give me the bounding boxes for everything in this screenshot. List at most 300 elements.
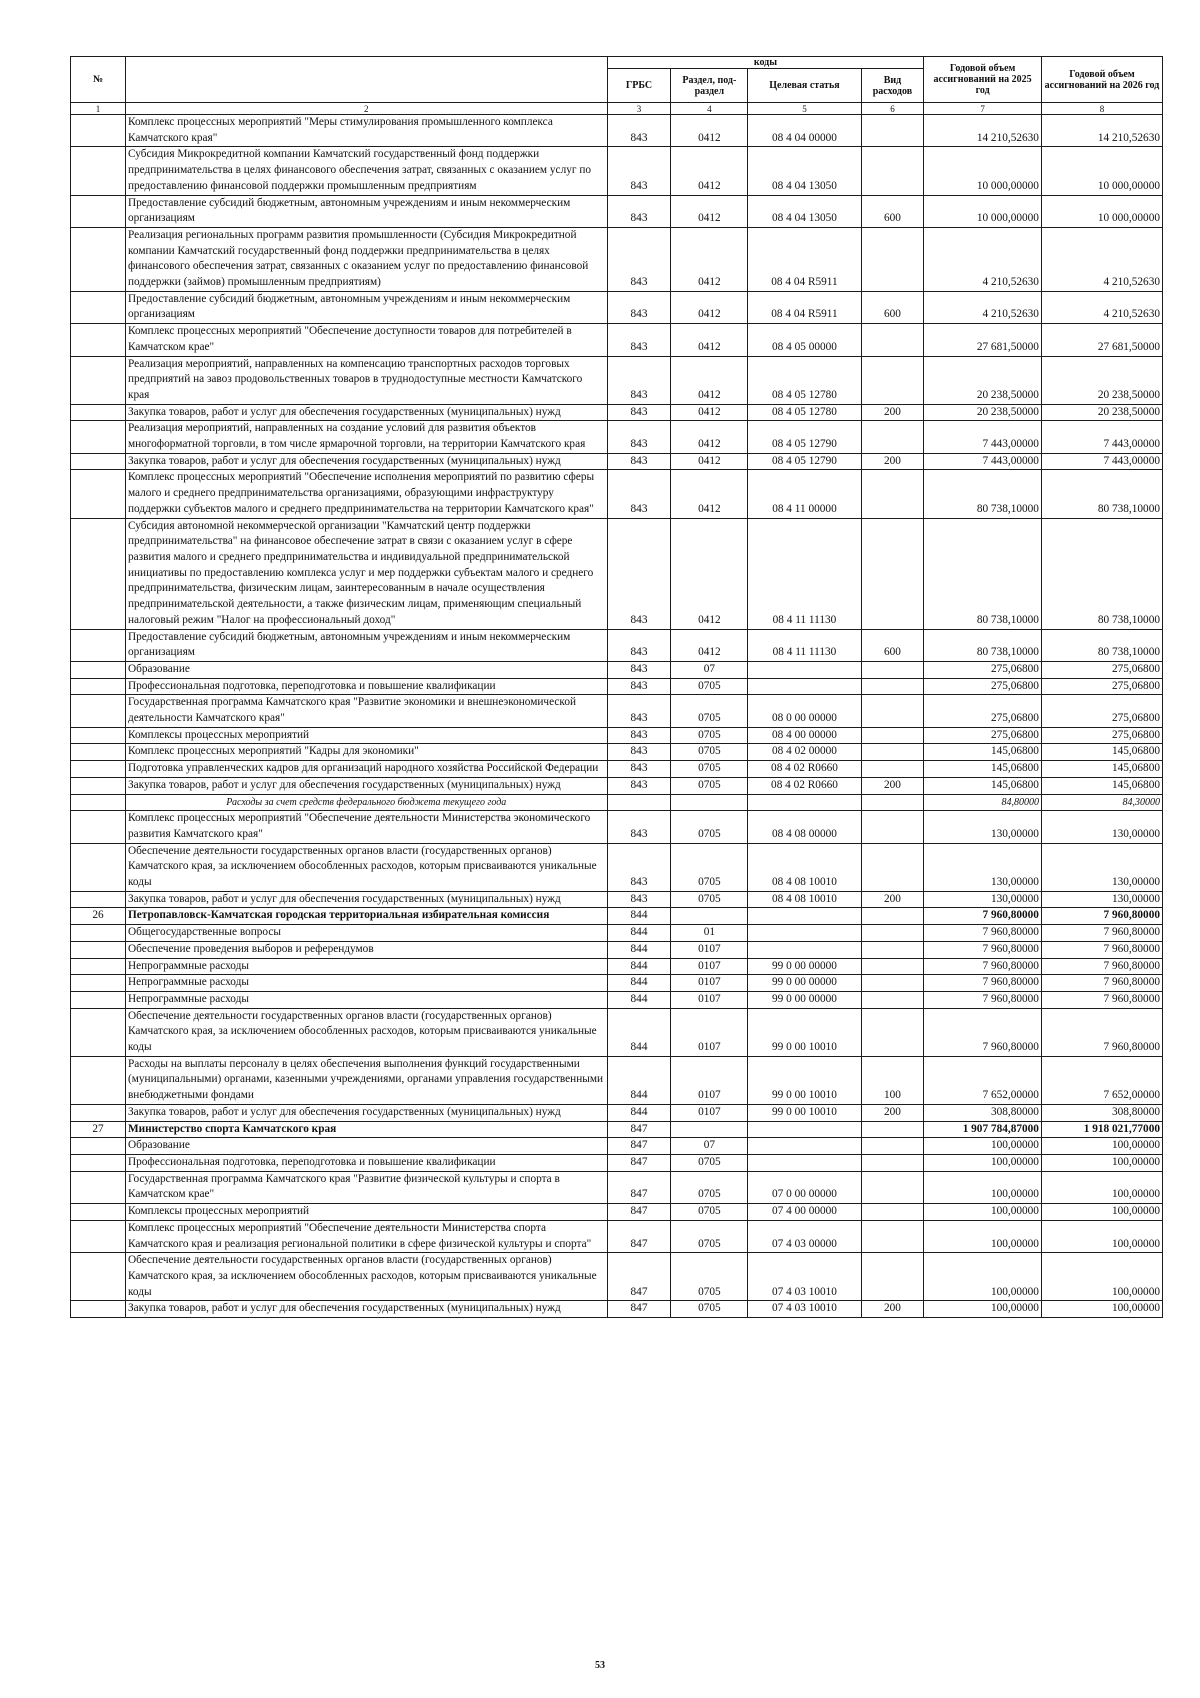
header-grbs: ГРБС [607,69,671,103]
row-section: 01 [671,925,748,942]
row-expense-type [861,421,924,453]
row-target [748,908,861,925]
row-number [71,794,126,811]
row-number [71,115,126,147]
row-amount-2025: 100,00000 [924,1301,1042,1318]
row-name: Расходы за счет средств федерального бюджета текущего года [125,794,607,811]
row-target [748,1155,861,1172]
row-amount-2026: 14 210,52630 [1041,115,1162,147]
row-name: Закупка товаров, работ и услуг для обеспечения государственных (муниципальных) нужд [125,453,607,470]
row-name: Обеспечение деятельности государственных органов власти (государственных органов) Камчатского края, за исключением обособленных расходов, которым присваиваются уникальные коды [125,1008,607,1056]
row-number [71,1220,126,1252]
row-section: 0107 [671,1008,748,1056]
table-row [71,1155,1163,1172]
row-name: Общегосударственные вопросы [125,925,607,942]
row-name: Субсидия Микрокредитной компании Камчатский государственный фонд поддержки предпринимательства в целях финансового обеспечения затрат, связанных с оказанием услуг по предоставлению финансовой поддержки промышленным предприятиям [125,147,607,195]
row-expense-type: 200 [861,1301,924,1318]
row-target: 08 4 05 12780 [748,404,861,421]
row-section: 0705 [671,843,748,891]
table-row [71,1138,1163,1155]
table-row [71,1204,1163,1221]
row-section: 0412 [671,291,748,323]
row-section: 0705 [671,1220,748,1252]
table-row [71,843,1163,891]
header-codes: коды [607,57,924,69]
row-grbs: 843 [607,661,671,678]
row-number [71,925,126,942]
row-amount-2026: 100,00000 [1041,1301,1162,1318]
row-section: 0705 [671,1253,748,1301]
row-number [71,1138,126,1155]
row-amount-2025: 100,00000 [924,1155,1042,1172]
row-section: 0705 [671,891,748,908]
table-row [71,1104,1163,1121]
column-number: 4 [671,103,748,115]
row-name: Комплекс процессных мероприятий "Обеспечение исполнения мероприятий по развитию сферы малого и среднего предпринимательства организациями, образующими инфраструктуру поддержки субъектов малого и среднего предпринимательства на территории Камчатского края" [125,470,607,518]
row-amount-2026: 145,06800 [1041,777,1162,794]
row-amount-2025: 145,06800 [924,761,1042,778]
row-amount-2026: 7 443,00000 [1041,453,1162,470]
row-grbs: 843 [607,291,671,323]
row-section: 0107 [671,975,748,992]
table-row [71,453,1163,470]
row-grbs: 844 [607,975,671,992]
row-grbs: 847 [607,1121,671,1138]
row-target: 08 4 04 00000 [748,115,861,147]
row-number [71,356,126,404]
row-target [748,678,861,695]
row-section: 0412 [671,356,748,404]
row-section: 0412 [671,518,748,629]
row-number [71,695,126,727]
row-target: 99 0 00 00000 [748,958,861,975]
row-target: 07 0 00 00000 [748,1171,861,1203]
row-amount-2026: 10 000,00000 [1041,147,1162,195]
row-number [71,661,126,678]
table-row [71,195,1163,227]
row-amount-2026: 100,00000 [1041,1171,1162,1203]
row-target: 08 4 04 R5911 [748,291,861,323]
budget-table [70,56,1163,1318]
row-number [71,324,126,356]
row-target: 08 4 02 00000 [748,744,861,761]
row-amount-2025: 100,00000 [924,1204,1042,1221]
row-grbs: 844 [607,958,671,975]
row-target: 08 4 11 11130 [748,629,861,661]
row-amount-2025: 1 907 784,87000 [924,1121,1042,1138]
row-number [71,421,126,453]
row-name: Комплекс процессных мероприятий "Меры стимулирования промышленного комплекса Камчатского края" [125,115,607,147]
row-target: 08 4 11 11130 [748,518,861,629]
table-row [71,1008,1163,1056]
row-section: 07 [671,1138,748,1155]
row-amount-2025: 7 960,80000 [924,975,1042,992]
table-row [71,1056,1163,1104]
row-name: Обеспечение деятельности государственных органов власти (государственных органов) Камчатского края, за исключением обособленных расходов, которым присваиваются уникальные коды [125,843,607,891]
row-amount-2025: 10 000,00000 [924,195,1042,227]
header-year-2025: Годовой объем ассигнований на 2025 год [924,57,1042,103]
row-grbs: 843 [607,470,671,518]
table-row [71,695,1163,727]
row-grbs: 843 [607,811,671,843]
row-amount-2026: 4 210,52630 [1041,227,1162,291]
row-amount-2026: 7 652,00000 [1041,1056,1162,1104]
column-number: 1 [71,103,126,115]
row-amount-2025: 80 738,10000 [924,518,1042,629]
column-number: 7 [924,103,1042,115]
row-name: Закупка товаров, работ и услуг для обеспечения государственных (муниципальных) нужд [125,777,607,794]
row-number [71,518,126,629]
row-expense-type [861,975,924,992]
table-row [71,470,1163,518]
column-number: 8 [1041,103,1162,115]
row-target [748,1121,861,1138]
row-number [71,453,126,470]
row-expense-type [861,925,924,942]
row-amount-2025: 4 210,52630 [924,227,1042,291]
row-amount-2026: 1 918 021,77000 [1041,1121,1162,1138]
row-number [71,227,126,291]
row-amount-2026: 130,00000 [1041,891,1162,908]
row-amount-2025: 20 238,50000 [924,356,1042,404]
row-section: 0107 [671,991,748,1008]
row-grbs: 843 [607,227,671,291]
row-number [71,975,126,992]
table-row [71,421,1163,453]
column-number: 6 [861,103,924,115]
row-grbs: 843 [607,147,671,195]
row-amount-2026: 27 681,50000 [1041,324,1162,356]
row-grbs: 847 [607,1171,671,1203]
row-amount-2025: 7 960,80000 [924,991,1042,1008]
row-name: Предоставление субсидий бюджетным, автономным учреждениям и иным некоммерческим организациям [125,195,607,227]
row-amount-2026: 20 238,50000 [1041,356,1162,404]
row-name: Комплекс процессных мероприятий "Обеспечение деятельности Министерства спорта Камчатского края и реализация региональной политики в сфере физической культуры и спорта" [125,1220,607,1252]
row-number [71,777,126,794]
row-section: 0705 [671,1204,748,1221]
row-number [71,404,126,421]
row-section: 0412 [671,453,748,470]
row-section: 0705 [671,744,748,761]
row-grbs: 847 [607,1220,671,1252]
row-amount-2025: 20 238,50000 [924,404,1042,421]
row-section [671,794,748,811]
row-expense-type: 100 [861,1056,924,1104]
row-amount-2025: 7 960,80000 [924,925,1042,942]
row-target: 08 4 02 R0660 [748,777,861,794]
row-section: 0705 [671,695,748,727]
row-amount-2026: 145,06800 [1041,744,1162,761]
row-target: 08 4 05 00000 [748,324,861,356]
row-amount-2025: 7 652,00000 [924,1056,1042,1104]
row-target: 08 4 08 10010 [748,843,861,891]
row-amount-2025: 130,00000 [924,811,1042,843]
row-expense-type: 200 [861,453,924,470]
row-expense-type [861,470,924,518]
table-row [71,991,1163,1008]
row-amount-2025: 14 210,52630 [924,115,1042,147]
row-amount-2026: 7 960,80000 [1041,1008,1162,1056]
row-grbs: 843 [607,404,671,421]
table-row [71,908,1163,925]
row-target: 08 4 05 12780 [748,356,861,404]
row-expense-type: 600 [861,195,924,227]
table-row [71,811,1163,843]
row-expense-type [861,1204,924,1221]
row-number [71,1104,126,1121]
row-expense-type: 200 [861,1104,924,1121]
row-grbs: 844 [607,1008,671,1056]
table-row [71,727,1163,744]
row-section: 0107 [671,941,748,958]
row-name: Комплексы процессных мероприятий [125,727,607,744]
row-number: 26 [71,908,126,925]
table-row [71,227,1163,291]
row-grbs: 844 [607,925,671,942]
table-row [71,761,1163,778]
row-amount-2026: 308,80000 [1041,1104,1162,1121]
row-section: 0412 [671,115,748,147]
row-grbs: 843 [607,727,671,744]
row-expense-type [861,761,924,778]
row-expense-type [861,661,924,678]
row-amount-2026: 80 738,10000 [1041,629,1162,661]
row-amount-2026: 275,06800 [1041,661,1162,678]
row-target: 08 4 04 R5911 [748,227,861,291]
row-amount-2026: 7 960,80000 [1041,958,1162,975]
row-section: 0107 [671,1056,748,1104]
table-row [71,891,1163,908]
row-amount-2026: 275,06800 [1041,678,1162,695]
row-grbs: 844 [607,991,671,1008]
row-target: 07 4 03 00000 [748,1220,861,1252]
row-amount-2025: 80 738,10000 [924,629,1042,661]
row-amount-2026: 275,06800 [1041,727,1162,744]
row-number [71,761,126,778]
row-amount-2025: 100,00000 [924,1220,1042,1252]
row-expense-type: 200 [861,891,924,908]
row-expense-type [861,147,924,195]
row-section: 0412 [671,324,748,356]
row-grbs: 844 [607,1104,671,1121]
row-expense-type [861,1138,924,1155]
row-target: 08 4 00 00000 [748,727,861,744]
row-grbs: 843 [607,891,671,908]
row-amount-2025: 7 960,80000 [924,958,1042,975]
table-row [71,1301,1163,1318]
column-number: 2 [125,103,607,115]
row-name: Субсидия автономной некоммерческой организации "Камчатский центр поддержки предпринимательства" на финансовое обеспечение затрат в связи с оказанием услуг в сфере развития малого и среднего предпринимательства и индивидуальной предпринимательской инициативы по предоставлению комплекса услуг и мер поддержки субъектам малого и среднего предпринимательства, физическим лицам, заинтересованным в начале осуществления предпринимательской деятельности, а также физическим лицам, применяющим специальный налоговый режим "Налог на профессиональный доход" [125,518,607,629]
table-row [71,1171,1163,1203]
row-amount-2025: 7 443,00000 [924,453,1042,470]
row-section: 0705 [671,777,748,794]
row-section: 0107 [671,958,748,975]
row-amount-2025: 84,80000 [924,794,1042,811]
header-year-2026: Годовой объем ассигнований на 2026 год [1041,57,1162,103]
table-row [71,404,1163,421]
row-expense-type [861,356,924,404]
row-amount-2026: 4 210,52630 [1041,291,1162,323]
row-target [748,661,861,678]
row-section: 0705 [671,727,748,744]
row-amount-2026: 7 960,80000 [1041,941,1162,958]
row-expense-type: 200 [861,404,924,421]
row-number: 27 [71,1121,126,1138]
table-row [71,1121,1163,1138]
row-target: 08 4 05 12790 [748,421,861,453]
table-row [71,925,1163,942]
row-amount-2025: 10 000,00000 [924,147,1042,195]
row-grbs: 847 [607,1155,671,1172]
row-section: 0705 [671,1171,748,1203]
row-grbs: 843 [607,777,671,794]
row-name: Предоставление субсидий бюджетным, автономным учреждениям и иным некоммерческим организациям [125,629,607,661]
row-expense-type [861,727,924,744]
row-name: Предоставление субсидий бюджетным, автономным учреждениям и иным некоммерческим организациям [125,291,607,323]
row-number [71,843,126,891]
row-amount-2025: 308,80000 [924,1104,1042,1121]
row-target: 99 0 00 10010 [748,1056,861,1104]
row-amount-2025: 275,06800 [924,661,1042,678]
row-amount-2025: 7 960,80000 [924,941,1042,958]
row-expense-type: 600 [861,291,924,323]
row-amount-2025: 4 210,52630 [924,291,1042,323]
row-name: Расходы на выплаты персоналу в целях обеспечения выполнения функций государственными (муниципальными) органами, казенными учреждениями, органами управления государственными внебюджетными фондами [125,1056,607,1104]
row-number [71,727,126,744]
row-number [71,291,126,323]
row-amount-2026: 7 443,00000 [1041,421,1162,453]
row-expense-type [861,115,924,147]
header-target: Целевая статья [748,69,861,103]
row-name: Закупка товаров, работ и услуг для обеспечения государственных (муниципальных) нужд [125,1104,607,1121]
row-expense-type [861,991,924,1008]
table-row [71,661,1163,678]
table-row [71,958,1163,975]
row-grbs: 843 [607,678,671,695]
row-number [71,1155,126,1172]
row-amount-2026: 100,00000 [1041,1204,1162,1221]
row-number [71,991,126,1008]
table-row [71,975,1163,992]
table-row [71,777,1163,794]
row-amount-2026: 100,00000 [1041,1253,1162,1301]
row-name: Непрограммные расходы [125,991,607,1008]
column-number: 5 [748,103,861,115]
row-grbs: 847 [607,1204,671,1221]
row-amount-2025: 130,00000 [924,843,1042,891]
row-section: 0705 [671,761,748,778]
row-amount-2026: 7 960,80000 [1041,908,1162,925]
row-grbs: 844 [607,1056,671,1104]
table-row [71,115,1163,147]
row-grbs: 847 [607,1301,671,1318]
row-target [748,1138,861,1155]
row-expense-type [861,794,924,811]
row-amount-2025: 7 960,80000 [924,908,1042,925]
table-row [71,147,1163,195]
header-expense-type: Вид расходов [861,69,924,103]
row-name: Закупка товаров, работ и услуг для обеспечения государственных (муниципальных) нужд [125,891,607,908]
header-number: № [71,57,126,103]
row-number [71,195,126,227]
row-amount-2025: 100,00000 [924,1253,1042,1301]
row-amount-2025: 275,06800 [924,678,1042,695]
row-number [71,678,126,695]
row-number [71,1008,126,1056]
row-grbs [607,794,671,811]
row-number [71,147,126,195]
row-section [671,1121,748,1138]
row-section: 0412 [671,421,748,453]
row-name: Непрограммные расходы [125,958,607,975]
row-expense-type [861,1121,924,1138]
row-grbs: 843 [607,695,671,727]
row-target: 08 4 08 00000 [748,811,861,843]
row-section: 0107 [671,1104,748,1121]
row-grbs: 843 [607,518,671,629]
row-amount-2025: 100,00000 [924,1171,1042,1203]
row-amount-2026: 275,06800 [1041,695,1162,727]
row-amount-2025: 27 681,50000 [924,324,1042,356]
row-amount-2026: 7 960,80000 [1041,925,1162,942]
row-grbs: 843 [607,629,671,661]
row-number [71,629,126,661]
row-number [71,1301,126,1318]
table-row [71,744,1163,761]
row-name: Закупка товаров, работ и услуг для обеспечения государственных (муниципальных) нужд [125,1301,607,1318]
row-amount-2025: 100,00000 [924,1138,1042,1155]
row-expense-type [861,1220,924,1252]
row-amount-2025: 145,06800 [924,777,1042,794]
row-target: 08 4 02 R0660 [748,761,861,778]
row-expense-type [861,744,924,761]
row-number [71,744,126,761]
row-expense-type [861,1155,924,1172]
row-grbs: 843 [607,843,671,891]
row-amount-2026: 20 238,50000 [1041,404,1162,421]
table-row [71,629,1163,661]
row-amount-2026: 100,00000 [1041,1220,1162,1252]
table-row [71,291,1163,323]
row-expense-type [861,518,924,629]
row-section: 0412 [671,147,748,195]
row-expense-type [861,324,924,356]
row-name: Государственная программа Камчатского края "Развитие экономики и внешнеэкономической деятельности Камчатского края" [125,695,607,727]
row-expense-type [861,908,924,925]
row-grbs: 844 [607,941,671,958]
row-number [71,470,126,518]
row-expense-type [861,958,924,975]
row-expense-type [861,843,924,891]
row-name: Реализация мероприятий, направленных на создание условий для развития объектов многоформатной торговли, в том числе ярмарочной торговли, на территории Камчатского края [125,421,607,453]
row-section: 0705 [671,811,748,843]
row-name: Обеспечение проведения выборов и референдумов [125,941,607,958]
row-section: 0412 [671,629,748,661]
row-amount-2026: 80 738,10000 [1041,518,1162,629]
row-amount-2026: 130,00000 [1041,811,1162,843]
row-name: Комплекс процессных мероприятий "Кадры для экономики" [125,744,607,761]
row-target: 08 4 04 13050 [748,147,861,195]
row-target: 99 0 00 10010 [748,1104,861,1121]
row-expense-type [861,941,924,958]
row-amount-2025: 80 738,10000 [924,470,1042,518]
row-number [71,1253,126,1301]
row-number [71,891,126,908]
row-amount-2026: 7 960,80000 [1041,975,1162,992]
row-target [748,925,861,942]
row-expense-type [861,1253,924,1301]
row-target: 99 0 00 10010 [748,1008,861,1056]
